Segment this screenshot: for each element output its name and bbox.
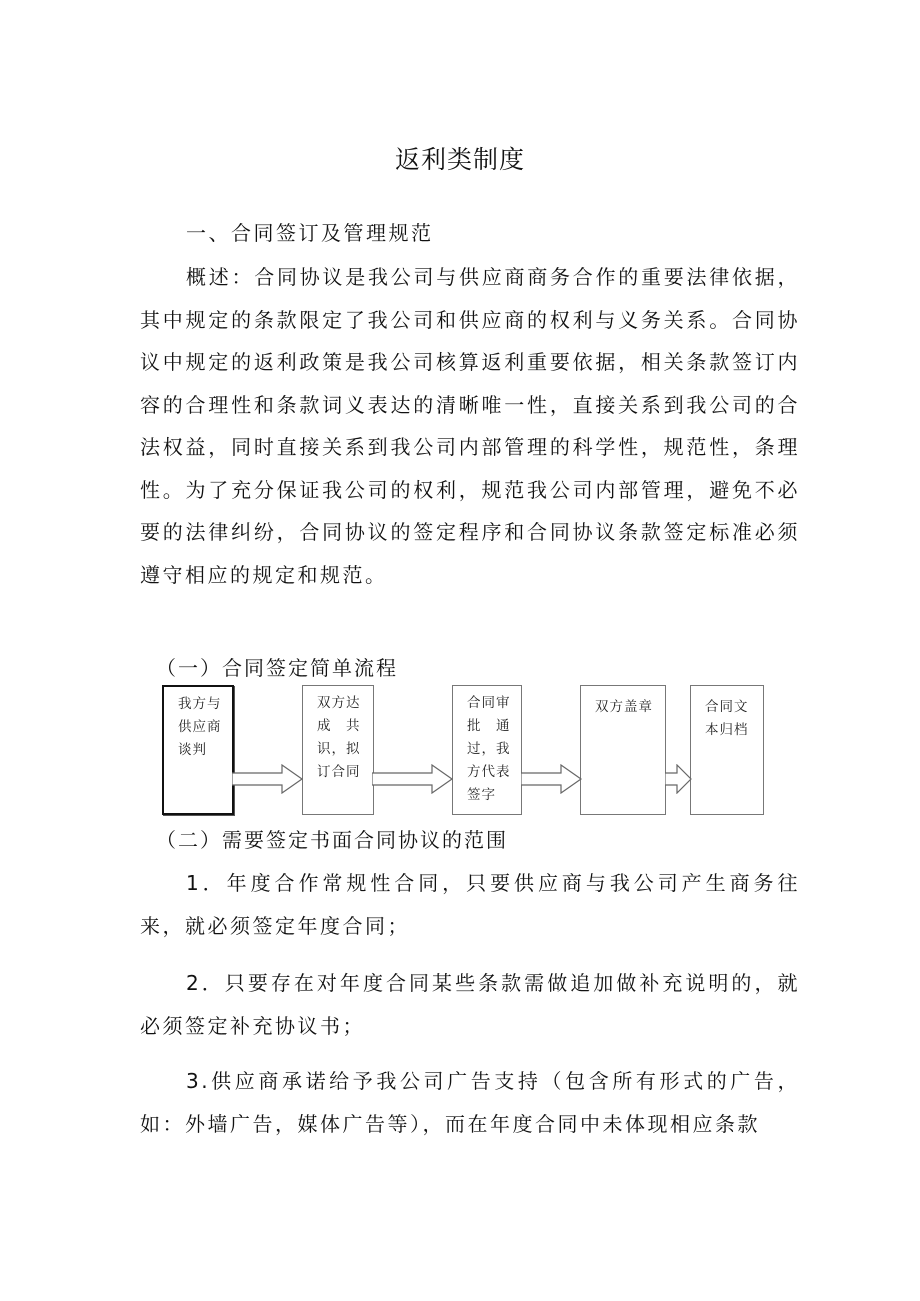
overview-paragraph: 概述：合同协议是我公司与供应商商务合作的重要法律依据，其中规定的条款限定了我公司和供应商的权利与义务关系。合同协议中规定的返利政策是我公司核算返利重要依据，相关条款签订内容的合理性和条款词义表达的清晰唯一性，直接关系到我公司的合法权益，同时直接关系到我公司内部管理的科学性，规范性，条理性。为了充分保证我公司的权利，规范我公司内部管理，避免不必要的法律纠纷，合同协议的签定程序和合同协议条款签定标准必须遵守相应的规定和规范。	[140, 265, 800, 587]
list-item-3: 3.供应商承诺给予我公司广告支持（包含所有形式的广告，如：外墙广告，媒体广告等），而在年度合同中未体现相应条款	[140, 1069, 800, 1136]
flow-step-draft-contract: 双方达成 共识，拟订合同	[302, 685, 374, 815]
section-heading: 一、合同签订及管理规范	[186, 221, 434, 245]
flow-arrow-3	[521, 764, 583, 794]
flow-arrow-1	[232, 764, 304, 794]
document-title: 返利类制度	[394, 145, 525, 174]
flow-arrow-4	[665, 764, 693, 794]
subsection-heading-scope: （二）需要签定书面合同协议的范围	[156, 828, 508, 852]
subsection-heading-flow: （一）合同签定简单流程	[156, 656, 398, 680]
list-item-2: 2．只要存在对年度合同某些条款需做追加做补充说明的，就必须签定补充协议书；	[140, 971, 800, 1038]
flow-step-archive: 合同文本归档	[690, 685, 764, 815]
flow-arrow-2	[372, 764, 454, 794]
flow-step-approval-sign: 合同审批 通过，我方代表签字	[452, 685, 522, 815]
contract-flow-diagram	[160, 682, 780, 822]
flow-step-seal: 双方盖章	[580, 685, 666, 815]
list-item-1: 1．年度合作常规性合同，只要供应商与我公司产生商务往来，就必须签定年度合同；	[140, 871, 800, 938]
flow-step-negotiation: 我方与供应商谈判	[162, 685, 234, 815]
